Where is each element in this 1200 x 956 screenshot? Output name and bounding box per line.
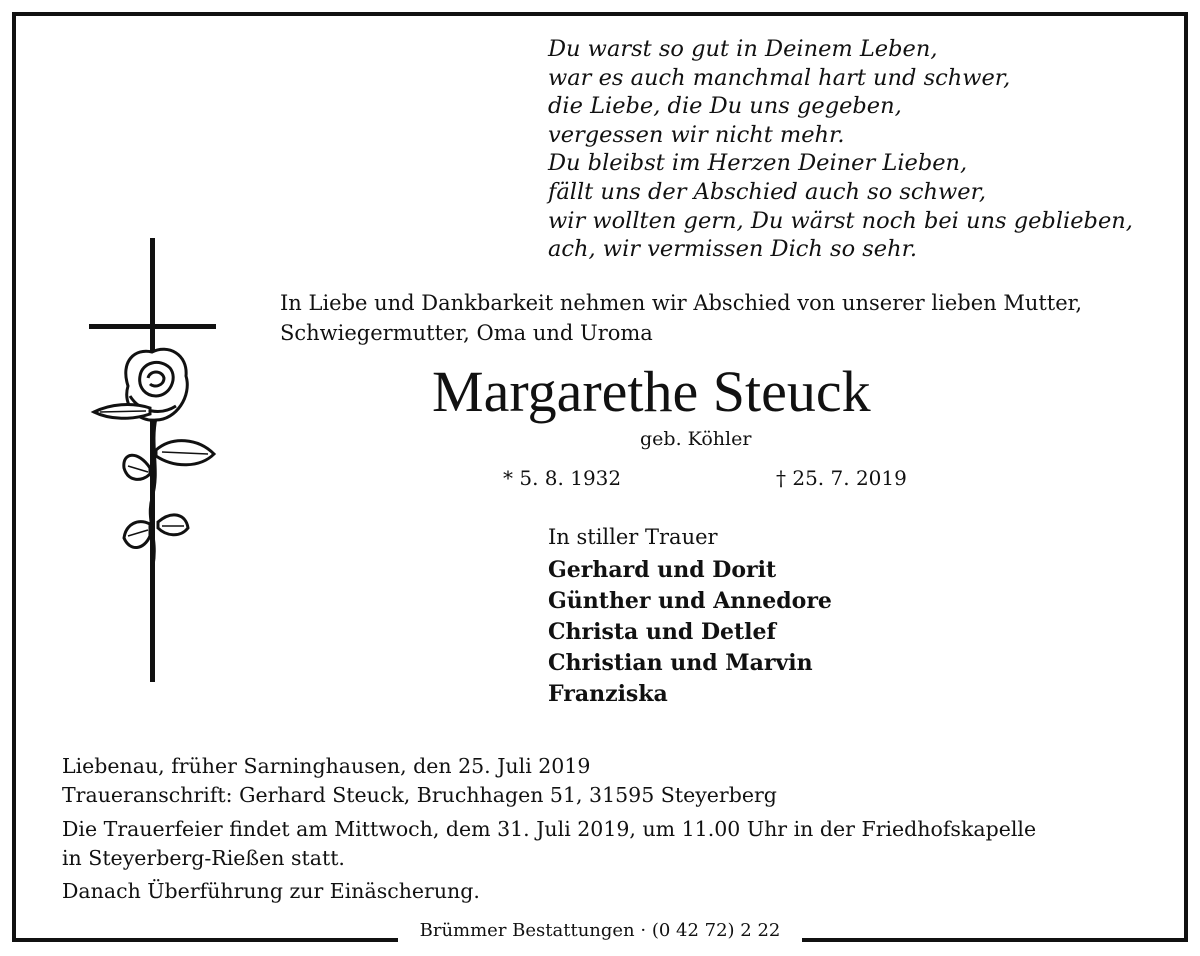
- poem-line: fällt uns der Abschied auch so schwer,: [548, 178, 987, 205]
- death-date: † 25. 7. 2019: [776, 466, 907, 490]
- mourner-name: Christa und Detlef: [548, 619, 777, 645]
- mourner-name: Günther und Annedore: [548, 588, 832, 614]
- undertaker-credit: Brümmer Bestattungen · (0 42 72) 2 22: [398, 918, 802, 946]
- poem-line: die Liebe, die Du uns gegeben,: [548, 93, 902, 120]
- service-line: in Steyerberg-Rießen statt.: [62, 846, 345, 870]
- intro-text: [280, 288, 1082, 348]
- place-date: Liebenau, früher Sarninghausen, den 25. Juli 2019: [62, 754, 591, 778]
- poem-line: Du bleibst im Herzen Deiner Lieben,: [548, 150, 968, 177]
- intro-line: In Liebe und Dankbarkeit nehmen wir Abschied von unserer lieben Mutter,: [280, 291, 1083, 315]
- poem-line: war es auch manchmal hart und schwer,: [548, 64, 1011, 91]
- birth-date: * 5. 8. 1932: [503, 466, 622, 490]
- place-and-address: [62, 752, 777, 810]
- poem-line: Du warst so gut in Deinem Leben,: [548, 36, 938, 62]
- mourner-name: Christian und Marvin: [548, 650, 813, 676]
- service-info: [62, 815, 1036, 873]
- intro-line: Schwiegermutter, Oma und Uroma: [280, 321, 653, 345]
- mourner-name: Franziska: [548, 681, 668, 707]
- mourners-list: [548, 555, 832, 710]
- cross-with-rose-icon: [80, 236, 230, 686]
- service-line: Die Trauerfeier findet am Mittwoch, dem 31. Juli 2019, um 11.00 Uhr in der Friedhofskapelle: [62, 817, 1037, 841]
- cremation-note: [62, 877, 480, 906]
- deceased-name: Margarethe Steuck: [432, 359, 871, 424]
- poem-line: vergessen wir nicht mehr.: [548, 121, 845, 148]
- poem: [548, 35, 1133, 264]
- mourning-address: Traueranschrift: Gerhard Steuck, Bruchhagen 51, 31595 Steyerberg: [62, 783, 777, 807]
- poem-line: ach, wir vermissen Dich so sehr.: [548, 236, 918, 263]
- mourner-name: Gerhard und Dorit: [548, 557, 777, 583]
- birth-name: geb. Köhler: [640, 428, 752, 450]
- afterwards-line: Danach Überführung zur Einäscherung.: [62, 879, 480, 903]
- mourners-heading: In stiller Trauer: [548, 525, 718, 549]
- poem-line: wir wollten gern, Du wärst noch bei uns geblieben,: [548, 207, 1133, 234]
